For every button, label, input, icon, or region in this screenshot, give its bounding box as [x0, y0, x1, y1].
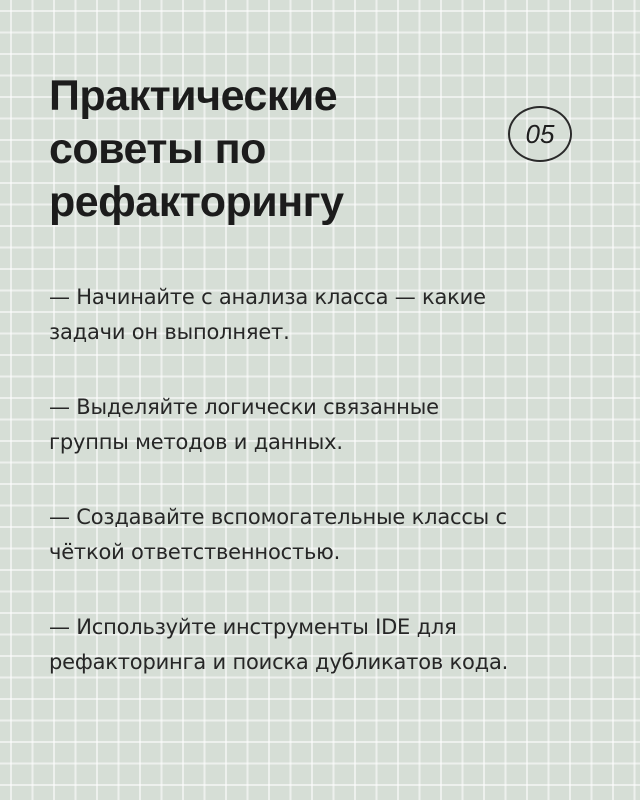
tip-item [49, 500, 609, 570]
tip-line: — Используйте инструменты IDE для [49, 615, 457, 639]
title-line: Практические [49, 72, 338, 120]
title-line: рефакторингу [49, 178, 344, 226]
tip-line: — Создавайте вспомогательные классы с [49, 505, 507, 529]
title-line: советы по [49, 125, 266, 173]
tip-item [49, 390, 609, 460]
tip-line: задачи он выполняет. [49, 320, 290, 344]
tip-line: — Начинайте с анализа класса — какие [49, 285, 486, 309]
slide-number-badge: 05 [508, 106, 572, 162]
tip-item [49, 280, 609, 350]
tips-list [49, 280, 609, 720]
tip-line: — Выделяйте логически связанные [49, 395, 439, 419]
slide-title [49, 70, 469, 229]
tip-item [49, 610, 609, 680]
tip-line: группы методов и данных. [49, 430, 343, 454]
tip-line: чёткой ответственностью. [49, 540, 341, 564]
tip-line: рефакторинга и поиска дубликатов кода. [49, 650, 509, 674]
